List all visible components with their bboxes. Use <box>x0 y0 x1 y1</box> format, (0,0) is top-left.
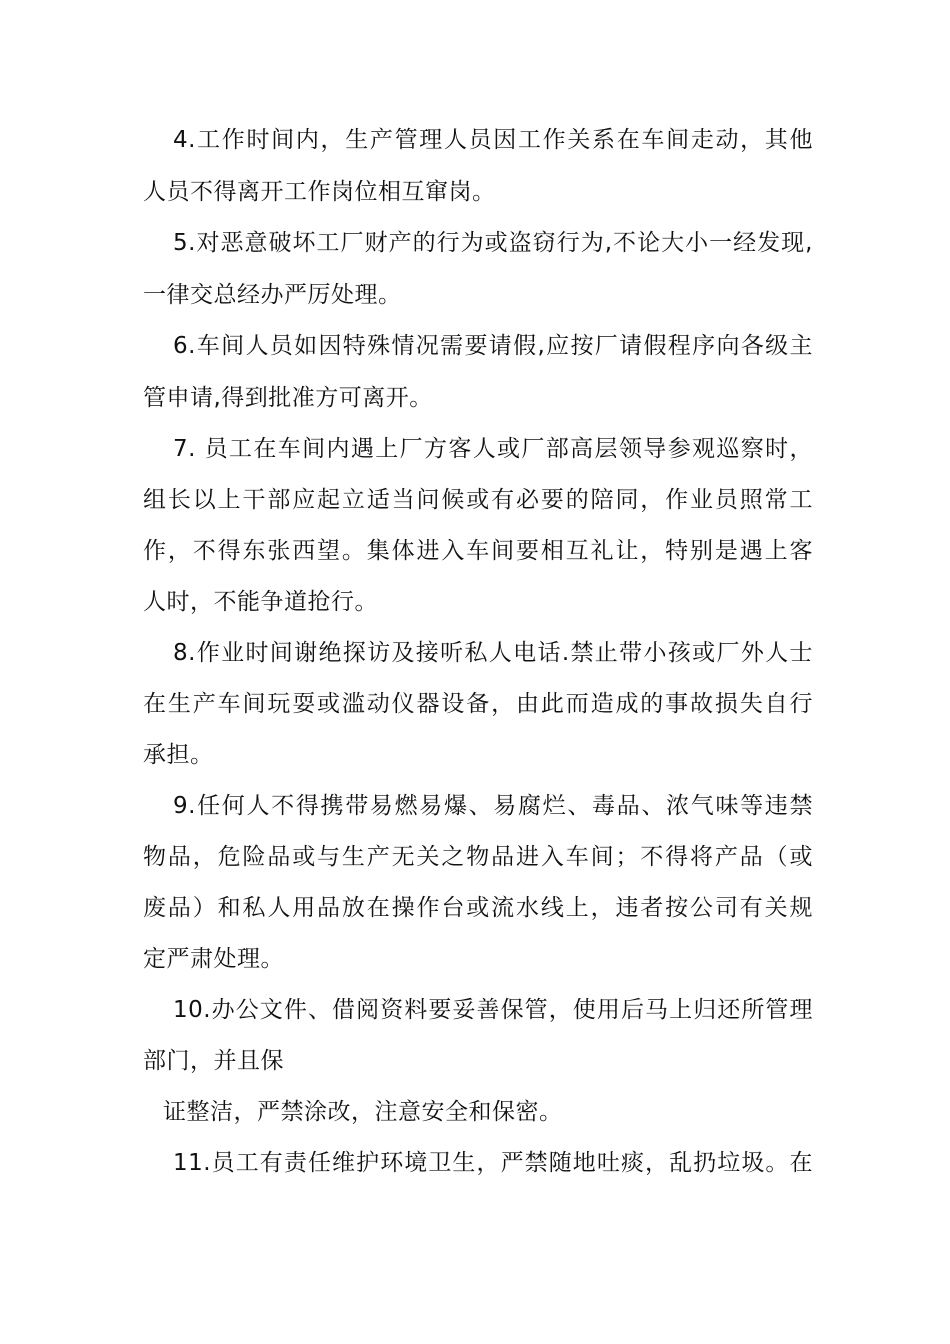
rule-7-line-4: 人时，不能争道抢行。 <box>143 589 378 615</box>
rule-5-line-1: 5.对恶意破坏工厂财产的行为或盗窃行为,不论大小一经发现, <box>173 230 813 256</box>
rule-9-line-4: 定严肃处理。 <box>143 946 284 972</box>
rule-7-line-1: 7. 员工在车间内遇上厂方客人或厂部高层领导参观巡察时， <box>173 436 813 462</box>
rule-9-line-1: 9.任何人不得携带易燃易爆、易腐烂、毒品、浓气味等违禁 <box>173 793 813 819</box>
rule-10-line-2: 部门，并且保 <box>143 1048 284 1074</box>
rule-11-line-1: 11.员工有责任维护环境卫生，严禁随地吐痰，乱扔垃圾。在 <box>173 1150 813 1176</box>
rule-5-line-2: 一律交总经办严厉处理。 <box>143 282 402 308</box>
rule-7-line-3: 作，不得东张西望。集体进入车间要相互礼让，特别是遇上客 <box>143 538 813 564</box>
rule-4-line-2: 人员不得离开工作岗位相互窜岗。 <box>143 179 496 205</box>
rule-9-line-2: 物品，危险品或与生产无关之物品进入车间；不得将产品（或 <box>143 844 813 870</box>
rule-7-line-2: 组长以上干部应起立适当问候或有必要的陪同，作业员照常工 <box>143 487 813 513</box>
rule-8-line-1: 8.作业时间谢绝探访及接听私人电话.禁止带小孩或厂外人士 <box>173 640 813 666</box>
rule-6-line-1: 6.车间人员如因特殊情况需要请假,应按厂请假程序向各级主 <box>173 333 813 359</box>
rule-9-line-3: 废品）和私人用品放在操作台或流水线上，违者按公司有关规 <box>143 895 813 921</box>
rule-6-line-2: 管申请,得到批准方可离开。 <box>143 385 433 411</box>
rule-8-line-3: 承担。 <box>143 742 214 768</box>
rule-4-line-1: 4.工作时间内，生产管理人员因工作关系在车间走动，其他 <box>173 127 813 153</box>
rule-10-line-3: 证整洁，严禁涂改，注意安全和保密。 <box>163 1099 563 1125</box>
rule-8-line-2: 在生产车间玩耍或滥动仪器设备，由此而造成的事故损失自行 <box>143 691 813 717</box>
rule-10-line-1: 10.办公文件、借阅资料要妥善保管，使用后马上归还所管理 <box>173 997 813 1023</box>
